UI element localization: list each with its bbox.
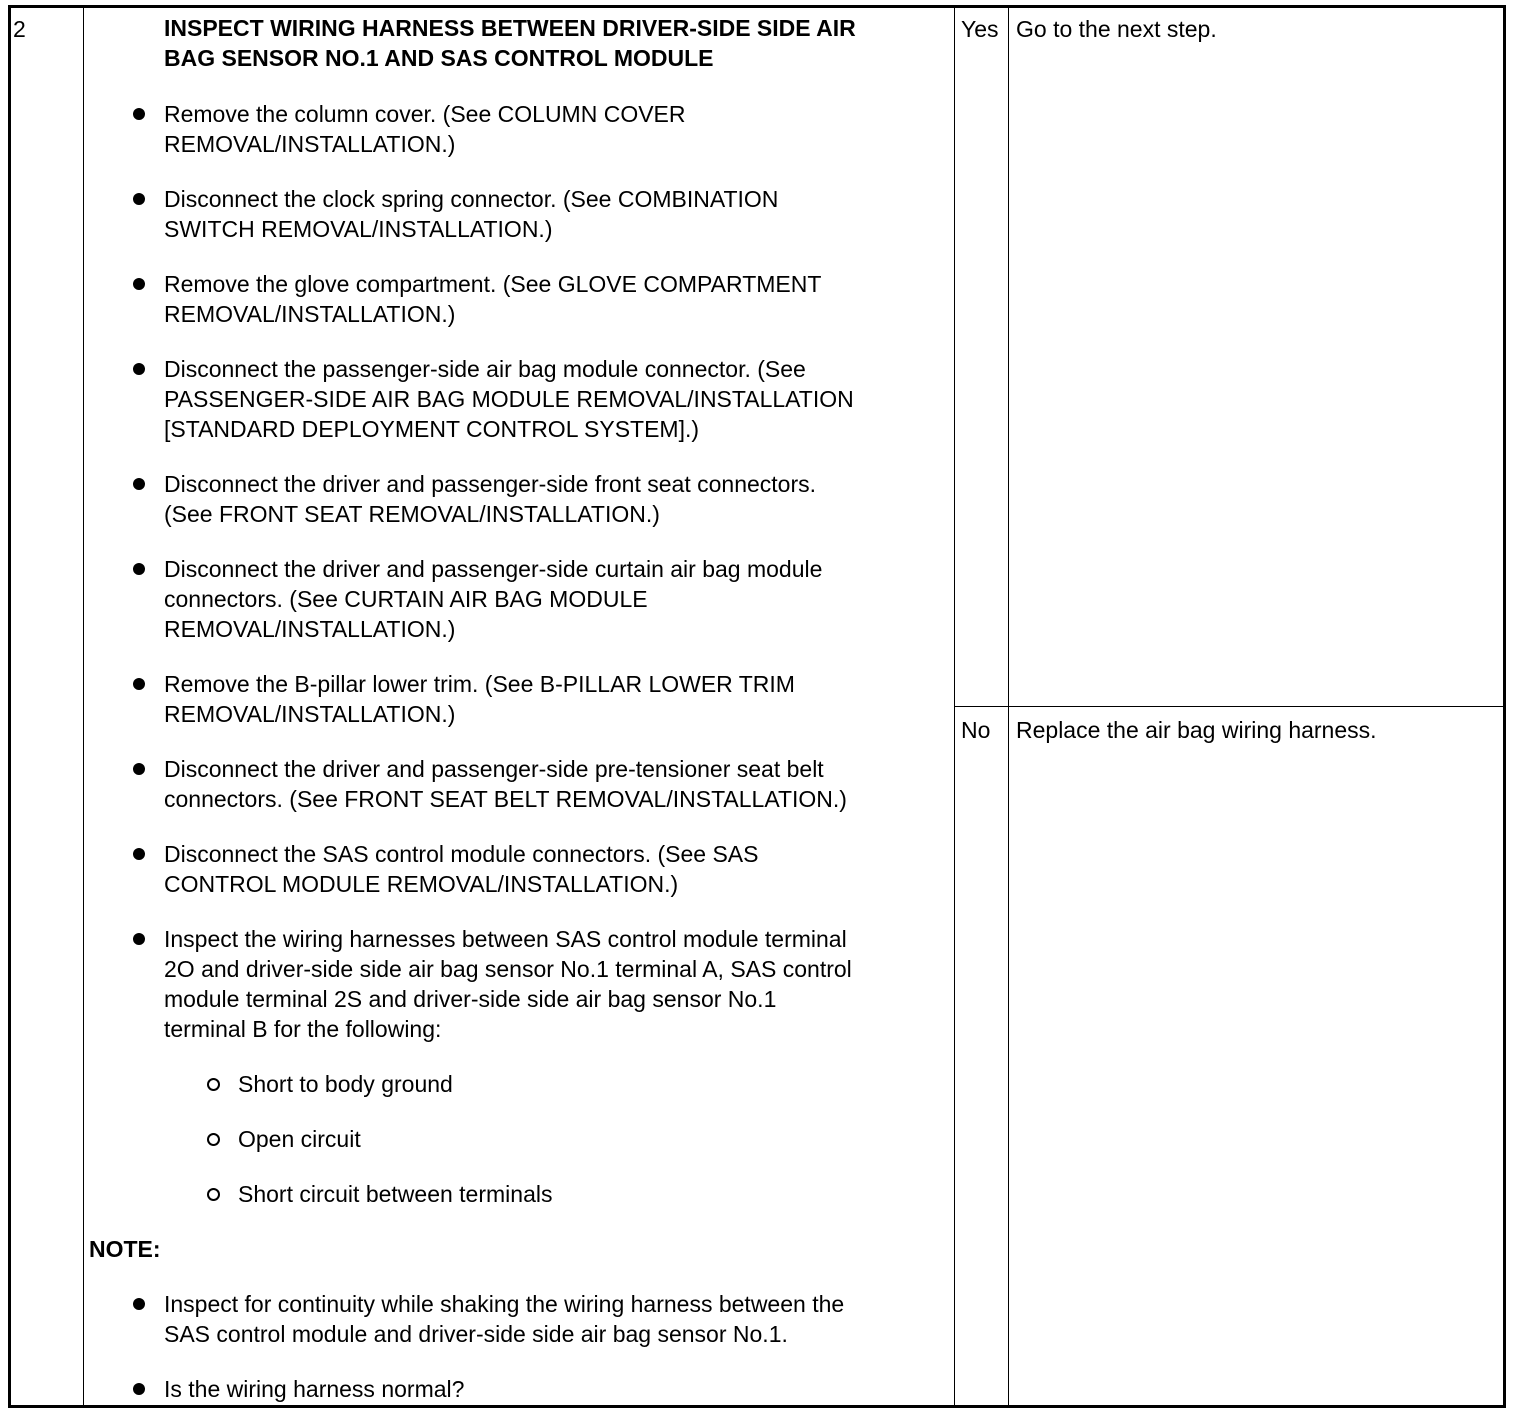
list-item-line: SWITCH REMOVAL/INSTALLATION.) <box>164 216 553 242</box>
bullet-icon <box>133 1298 145 1310</box>
list-item-line: Disconnect the driver and passenger-side pre-tensioner seat belt <box>164 756 824 782</box>
list-item-line: Remove the glove compartment. (See GLOVE COMPARTMENT <box>164 271 822 297</box>
bullet-icon <box>133 933 145 945</box>
list-item-line: CONTROL MODULE REMOVAL/INSTALLATION.) <box>164 871 679 897</box>
hollow-circle-icon <box>207 1188 220 1201</box>
bullet-icon <box>133 108 145 120</box>
list-item-line: [STANDARD DEPLOYMENT CONTROL SYSTEM].) <box>164 416 700 442</box>
list-item-line: terminal B for the following: <box>164 1016 442 1042</box>
bullet-icon <box>133 1383 145 1395</box>
result-row-divider <box>954 706 1503 707</box>
result-no-label: No <box>961 717 991 743</box>
bullet-icon <box>133 363 145 375</box>
list-item-line: Disconnect the driver and passenger-side front seat connectors. <box>164 471 817 497</box>
step-heading-line-1: INSPECT WIRING HARNESS BETWEEN DRIVER-SIDE SIDE AIR <box>164 15 856 41</box>
list-item-line: connectors. (See FRONT SEAT BELT REMOVAL/INSTALLATION.) <box>164 786 847 812</box>
bullet-icon <box>133 848 145 860</box>
hollow-circle-icon <box>207 1078 220 1091</box>
bullet-icon <box>133 193 145 205</box>
list-item-line: REMOVAL/INSTALLATION.) <box>164 701 456 727</box>
list-item-line: Disconnect the passenger-side air bag module connector. (See <box>164 356 806 382</box>
list-item-line: REMOVAL/INSTALLATION.) <box>164 131 456 157</box>
bullet-icon <box>133 278 145 290</box>
step-number: 2 <box>13 16 26 42</box>
list-item-line: Remove the B-pillar lower trim. (See B-PILLAR LOWER TRIM <box>164 671 795 697</box>
hollow-circle-icon <box>207 1133 220 1146</box>
note-label: NOTE: <box>89 1236 161 1262</box>
list-item-line: connectors. (See CURTAIN AIR BAG MODULE <box>164 586 648 612</box>
list-item-line: Inspect for continuity while shaking the wiring harness between the <box>164 1291 845 1317</box>
bullet-icon <box>133 563 145 575</box>
result-yes-label: Yes <box>961 16 999 42</box>
list-item-line: 2O and driver-side side air bag sensor No.1 terminal A, SAS control <box>164 956 852 982</box>
result-yes-action: Go to the next step. <box>1016 16 1217 42</box>
list-item-line: Inspect the wiring harnesses between SAS control module terminal <box>164 926 847 952</box>
list-item-line: REMOVAL/INSTALLATION.) <box>164 616 456 642</box>
list-item-line: Disconnect the driver and passenger-side curtain air bag module <box>164 556 823 582</box>
list-item-line: Disconnect the clock spring connector. (See COMBINATION <box>164 186 779 212</box>
list-item-line: (See FRONT SEAT REMOVAL/INSTALLATION.) <box>164 501 660 527</box>
list-item-line: SAS control module and driver-side side air bag sensor No.1. <box>164 1321 788 1347</box>
bullet-icon <box>133 478 145 490</box>
result-no-action: Replace the air bag wiring harness. <box>1016 717 1377 743</box>
list-item-line: Open circuit <box>238 1126 361 1152</box>
list-item-line: Remove the column cover. (See COLUMN COVER <box>164 101 686 127</box>
list-item-line: Disconnect the SAS control module connectors. (See SAS <box>164 841 759 867</box>
list-item-line: PASSENGER-SIDE AIR BAG MODULE REMOVAL/INSTALLATION <box>164 386 854 412</box>
column-divider-1 <box>83 8 84 1405</box>
list-item-line: Short circuit between terminals <box>238 1181 553 1207</box>
list-item-line: module terminal 2S and driver-side side air bag sensor No.1 <box>164 986 777 1012</box>
list-item-line: Short to body ground <box>238 1071 453 1097</box>
list-item-line: Is the wiring harness normal? <box>164 1376 465 1402</box>
bullet-icon <box>133 678 145 690</box>
list-item-line: REMOVAL/INSTALLATION.) <box>164 301 456 327</box>
step-heading-line-2: BAG SENSOR NO.1 AND SAS CONTROL MODULE <box>164 45 714 71</box>
bullet-icon <box>133 763 145 775</box>
